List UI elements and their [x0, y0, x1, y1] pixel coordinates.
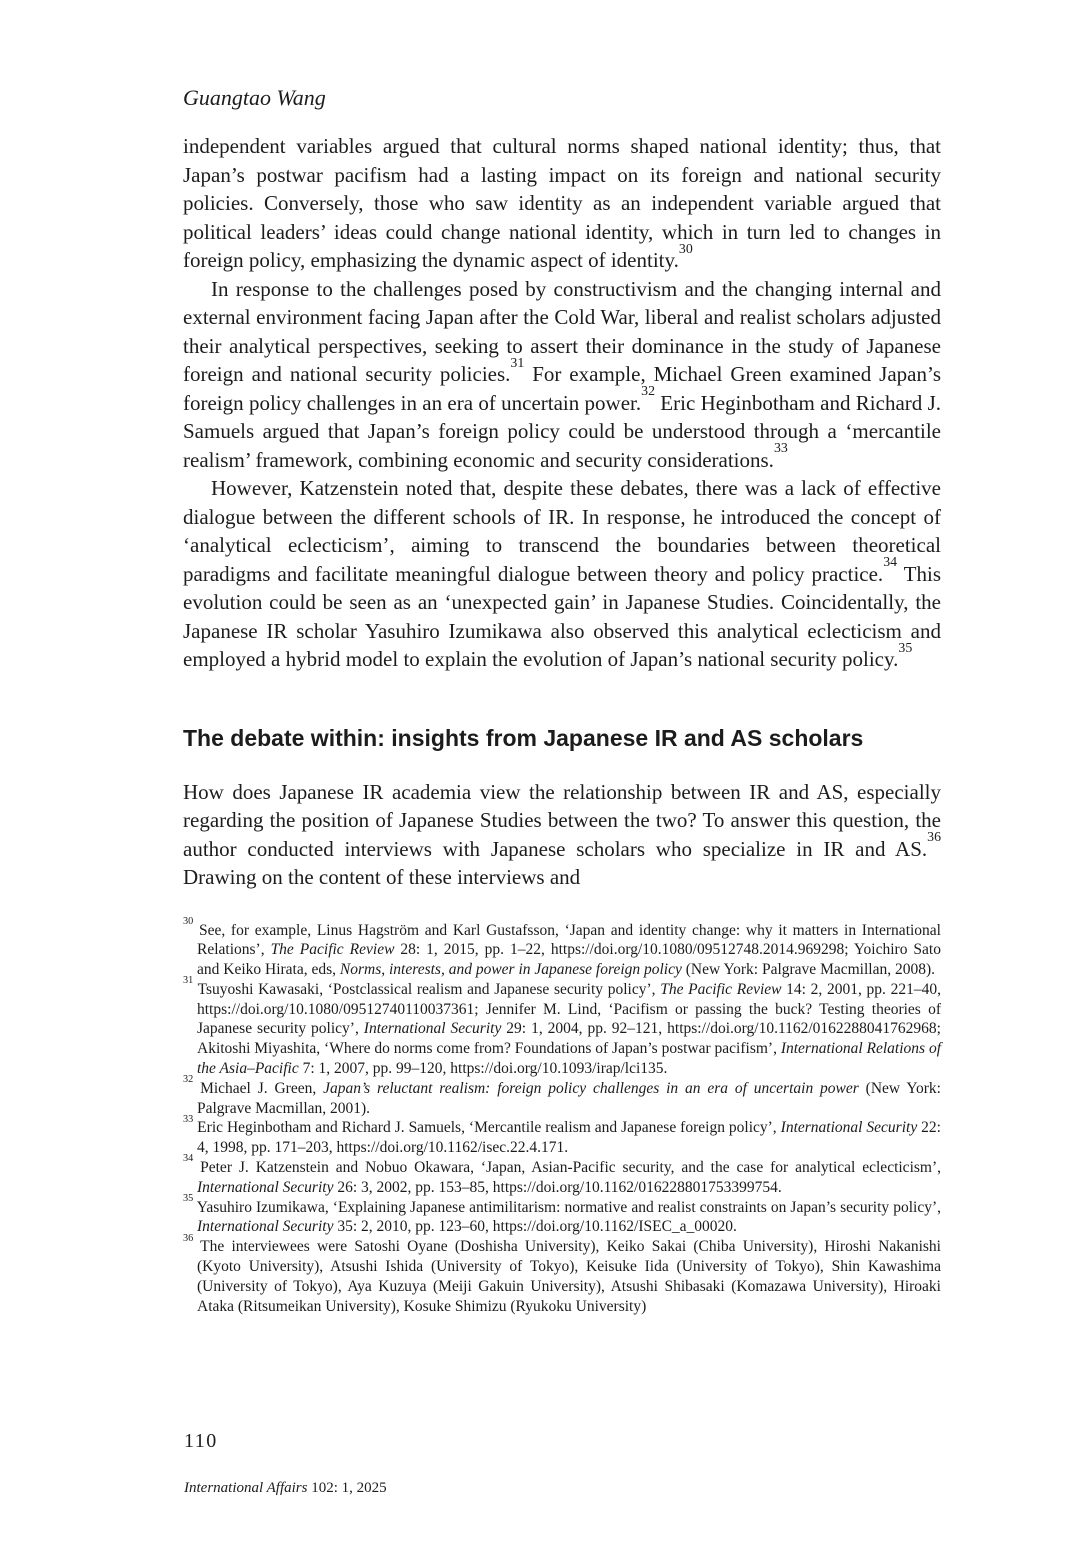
italic-title: International Security: [780, 1119, 918, 1137]
footnote-marker: 33: [183, 1113, 194, 1125]
footnote-marker: 36: [183, 1232, 194, 1244]
italic-title: International Security: [197, 1218, 334, 1236]
footnote-35: $^{35}$ Yasuhiro Izumikawa, ‘Explaining Japanese antimilitarism: normative and realist constraints on Japan’s security policy’, International Security 35: 2, 2010, pp. 123–60, https://doi.org/10.1162/ISEC_a_00020.: [183, 1192, 941, 1236]
body-paragraph: independent variables argued that cultural norms shaped national identity; thus, that Japan’s postwar pacifism had a lasting impact on its foreign and national security policies. Conversely, those who saw identity as an independent variable argued that political leaders’ ideas could change national identity, which in turn led to changes in foreign policy, emphasizing the dynamic aspect of identity.$^{30}$: [183, 134, 941, 272]
footnote-marker: 31: [510, 354, 525, 370]
footnote-marker: 33: [773, 440, 788, 456]
footnote-marker: 32: [641, 383, 655, 399]
body-paragraph: How does Japanese IR academia view the relationship between IR and AS, especially regarding the position of Japanese Studies between the two? To answer this question, the author conducted interviews with Japanese scholars who specialize in IR and AS.$^{36}$ Drawing on the content of these interviews and: [183, 779, 941, 889]
footnote-31: $^{31}$ Tsuyoshi Kawasaki, ‘Postclassical realism and Japanese security policy’, The Pacific Review 14: 2, 2001, pp. 221–40, https://doi.org/10.1080/09512740110037361; Jennifer M. Lind, ‘Pacifism or passing the buck? Testing theories of Japanese security policy’, International Security 29: 1, 2004, pp. 92–121, https://doi.org/10.1162/0162288041762968; Akitoshi Miyashita, ‘Where do norms come from? Foundations of Japan’s postwar pacifism’, International Relations of the Asia–Pacific 7: 1, 2007, pp. 99–120, https://doi.org/10.1093/irap/lci135.: [183, 975, 942, 1078]
italic-title: Japan’s reluctant realism: foreign policy challenges in an era of uncertain power: [323, 1079, 859, 1097]
footnote-marker: 32: [183, 1074, 194, 1086]
body-paragraph: In response to the challenges posed by constructivism and the changing internal and external environment facing Japan after the Cold War, liberal and realist scholars adjusted their analytical perspectives, seeking to assert their dominance in the study of Japanese foreign and national security policies.$^{31}$ For example, Michael Green examined Japan’s foreign policy challenges in an era of uncertain power.$^{32}$ Eric Heginbotham and Richard J. Samuels argued that Japan’s foreign policy could be understood through a ‘mercantile realism’ framework, combining economic and security considerations.$^{33}$: [183, 276, 942, 472]
italic-title: International Affairs: [184, 1480, 308, 1496]
italic-title: Norms, interests, and power in Japanese foreign policy: [339, 961, 682, 979]
footnote-33: $^{33}$ Eric Heginbotham and Richard J. Samuels, ‘Mercantile realism and Japanese foreign policy’, International Security 22: 4, 1998, pp. 171–203, https://doi.org/10.1162/isec.22.4.171.: [183, 1113, 941, 1157]
footnote-marker: 36: [927, 829, 941, 845]
running-head-author: Guangtao Wang: [183, 85, 326, 110]
footnote-marker: 30: [678, 240, 693, 256]
footnote-marker: 35: [183, 1192, 194, 1204]
footnote-marker: 34: [183, 1153, 194, 1165]
footnote-34: $^{34}$ Peter J. Katzenstein and Nobuo Okawara, ‘Japan, Asian-Pacific security, and the case for analytical eclecticism’, International Security 26: 3, 2002, pp. 153–85, https://doi.org/10.1162/016228801753399754.: [183, 1153, 941, 1196]
text-column: [183, 85, 941, 1316]
footnote-30: $^{30}$ See, for example, Linus Hagström and Karl Gustafsson, ‘Japan and identity change: why it matters in International Relations’, The Pacific Review 28: 1, 2015, pp. 1–22, https://doi.org/10.1080/09512748.2014.969298; Yoichiro Sato and Keiko Hirata, eds, Norms, interests, and power in Japanese foreign policy (New York: Palgrave Macmillan, 2008).: [183, 915, 941, 979]
footnotes-block: [183, 915, 942, 1317]
journal-footer: International Affairs 102: 1, 2025: [184, 1480, 387, 1496]
section-heading: The debate within: insights from Japanese IR and AS scholars: [183, 724, 864, 751]
footnote-36: $^{36}$ The interviewees were Satoshi Oyane (Doshisha University), Keiko Sakai (Chiba University), Hiroshi Nakanishi (Kyoto University), Atsushi Ishida (University of Tokyo), Keisuke Iida (University of Tokyo), Shin Kawashima (University of Tokyo), Aya Kuzuya (Meiji Gakuin University), Atsushi Shibasaki (Komazawa University), Hiroaki Ataka (Ritsumeikan University), Kosuke Shimizu (Ryukoku University): [183, 1232, 941, 1315]
footnote-marker: 34: [883, 554, 898, 570]
footnote-marker: 35: [898, 639, 913, 655]
page-number: 110: [184, 1430, 218, 1452]
italic-title: International Relations of the Asia–Pacific: [197, 1040, 942, 1078]
footnote-marker: 31: [183, 975, 194, 987]
italic-title: International Security: [197, 1178, 334, 1196]
italic-title: The Pacific Review: [270, 941, 395, 959]
italic-title: International Security: [363, 1020, 502, 1038]
italic-title: The Pacific Review: [660, 980, 782, 998]
footnote-32: $^{32}$ Michael J. Green, Japan’s reluctant realism: foreign policy challenges in an era of uncertain power (New York: Palgrave Macmillan, 2001).: [183, 1074, 941, 1117]
footnote-marker: 30: [183, 915, 194, 927]
body-paragraph: However, Katzenstein noted that, despite these debates, there was a lack of effective dialogue between the different schools of IR. In response, he introduced the concept of ‘analytical eclecticism’, aiming to transcend the boundaries between theoretical paradigms and facilitate meaningful dialogue between theory and policy practice.$^{34}$ This evolution could be seen as an ‘unexpected gain’ in Japanese Studies. Coincidentally, the Japanese IR scholar Yasuhiro Izumikawa also observed this analytical eclecticism and employed a hybrid model to explain the evolution of Japan’s national security policy.$^{35}$: [183, 476, 941, 671]
